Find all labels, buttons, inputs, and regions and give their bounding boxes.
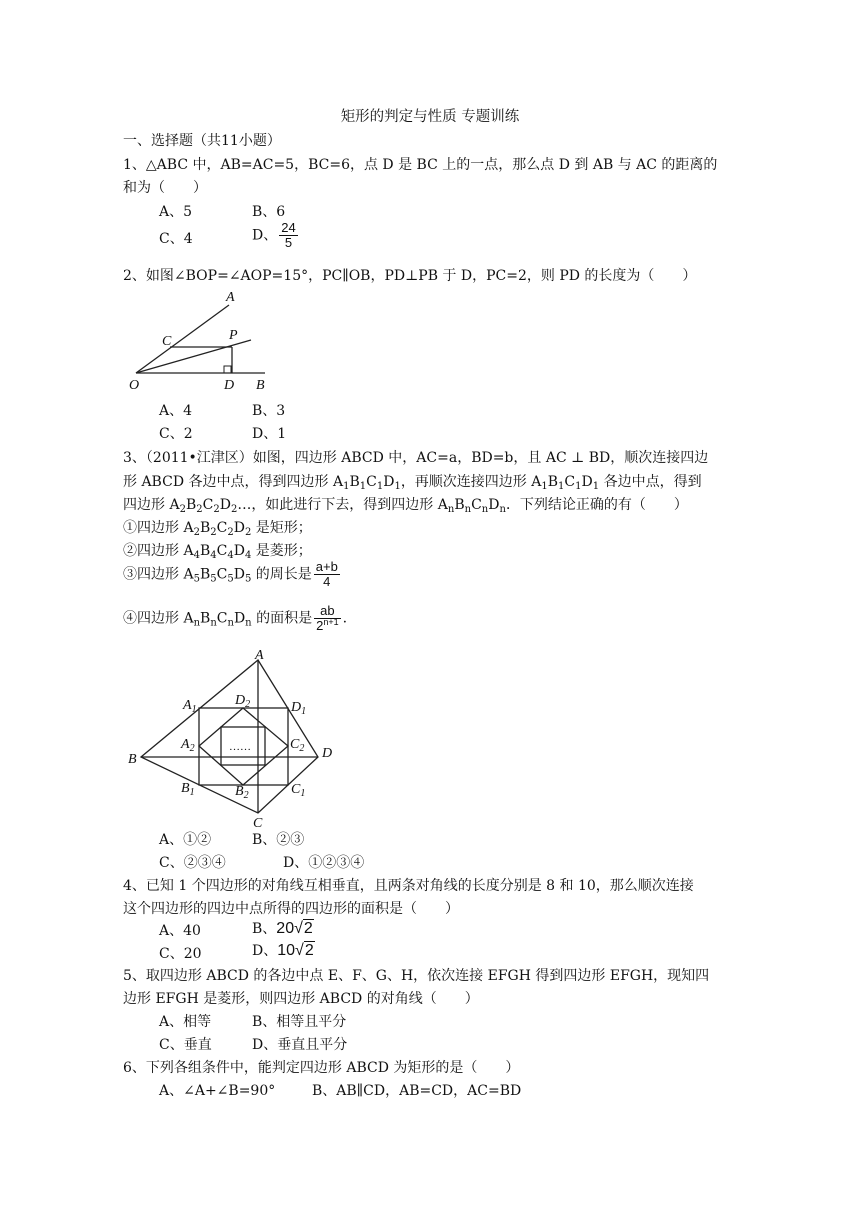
q4-option-b: B、20√2 xyxy=(252,920,313,937)
q4-option-d: D、10√2 xyxy=(252,942,314,959)
q3-stem-line1: 3、（2011•江津区）如图，四边形 ABCD 中，AC=a，BD=b，且 AC ⊥ BD，顺次连接四边 xyxy=(123,450,709,466)
q6-stem: 6、下列各组条件中，能判定四边形 ABCD 为矩形的是（ ） xyxy=(123,1060,520,1076)
q1-option-d-fraction: $\frac{24}{5}$ xyxy=(281,220,296,250)
q2-label-d: D xyxy=(224,378,235,393)
q3-fig-label-b: B xyxy=(128,752,137,767)
q2-label-o: O xyxy=(129,378,140,393)
q5-stem-line1: 5、取四边形 ABCD 的各边中点 E、F、G、H，依次连接 EFGH 得到四边形 EFGH，现知四 xyxy=(123,968,710,984)
q3-option-a: A、①② xyxy=(159,832,212,848)
q3-option-b: B、②③ xyxy=(252,832,305,848)
q3-fig-label-d1: $D_1$ xyxy=(291,700,307,717)
q5-option-a: A、相等 xyxy=(159,1014,212,1030)
q3-fig-label-a2: $A_2$ xyxy=(181,737,195,754)
q3-statement-3: ③四边形 $A_5B_5C_5D_5$ 的周长是 $\frac{a+b}{4}$ xyxy=(123,559,338,589)
q3-fig-label-c2: $C_2$ xyxy=(290,737,305,754)
section-heading: 一、选择题（共11小题） xyxy=(123,133,281,149)
q2-angle-figure xyxy=(125,285,285,397)
q3-fig-label-d2: $D_2$ xyxy=(235,693,251,710)
q2-option-c: C、2 xyxy=(159,426,193,442)
q2-option-a: A、4 xyxy=(159,403,193,419)
page-title: 矩形的判定与性质 专题训练 xyxy=(340,109,520,125)
q5-option-b: B、相等且平分 xyxy=(252,1014,347,1030)
q3-fig-label-c: C xyxy=(253,816,263,830)
q3-statement-4: ④四边形 $A_nB_nC_nD_n$ 的面积是 $\frac{ab}{2^{n+1}}$ . xyxy=(123,603,348,633)
q3-fig-label-d: D xyxy=(322,746,333,761)
q3-perimeter-fraction: $\frac{a+b}{4}$ xyxy=(315,559,338,589)
q3-statement-2: ②四边形 $A_4B_4C_4D_4$ 是菱形； xyxy=(123,543,312,561)
q3-stem-line3: 四边形 $A_2B_2C_2D_2\dots$，如此进行下去，得到四边形 $A_nB_nC_nD_n$．下列结论正确的有（ ） xyxy=(123,497,688,515)
q4-option-c: C、20 xyxy=(159,946,202,962)
q4-stem-line1: 4、已知 1 个四边形的对角线互相垂直，且两条对角线的长度分别是 8 和 10，那么顺次连接 xyxy=(123,878,694,894)
q3-fig-label-c1: $C_1$ xyxy=(291,782,306,799)
q1-stem-line1: 1、△ABC 中，AB=AC=5，BC=6，点 D 是 BC 上的一点，那么点 D 到 AB 与 AC 的距离的 xyxy=(123,157,718,173)
q3-fig-dots: …… xyxy=(229,741,251,753)
q4-stem-line2: 这个四边形的四边中点所得的四边形的面积是（ ） xyxy=(123,901,459,917)
q2-label-b: B xyxy=(256,378,265,393)
q3-option-d: D、①②③④ xyxy=(283,855,365,871)
q2-option-b: B、3 xyxy=(252,403,286,419)
q3-option-c: C、②③④ xyxy=(159,855,226,871)
q2-option-d: D、1 xyxy=(252,426,287,442)
q6-option-b: B、AB∥CD，AB=CD，AC=BD xyxy=(312,1083,522,1099)
q2-label-a: A xyxy=(226,290,235,305)
q5-option-c: C、垂直 xyxy=(159,1037,212,1053)
q1-option-a: A、5 xyxy=(159,204,193,220)
q6-option-a: A、∠A+∠B=90° xyxy=(159,1083,276,1099)
q3-stem-line2: 形 ABCD 各边中点，得到四边形 $A_1B_1C_1D_1$，再顺次连接四边形 $A_1B_1C_1D_1$ 各边中点，得到 xyxy=(123,474,702,492)
q4-option-a: A、40 xyxy=(159,923,201,939)
q3-fig-label-b2: $B_2$ xyxy=(235,784,249,801)
q3-area-fraction: $\frac{ab}{2^{n+1}}$ xyxy=(316,603,339,633)
q1-stem-line2: 和为（ ） xyxy=(123,180,207,196)
q1-option-c: C、4 xyxy=(159,231,193,247)
q3-fig-label-a1: $A_1$ xyxy=(183,698,197,715)
q3-fig-label-b1: $B_1$ xyxy=(181,781,195,798)
q3-fig-label-a: A xyxy=(255,648,264,663)
q1-option-d: D、 $\frac{24}{5}$ xyxy=(252,220,296,250)
q2-label-c: C xyxy=(162,334,172,349)
q3-quadrilateral-figure xyxy=(125,645,340,830)
q5-stem-line2: 边形 EFGH 是菱形，则四边形 ABCD 的对角线（ ） xyxy=(123,991,479,1007)
q2-label-p: P xyxy=(229,328,238,343)
q3-statement-1: ①四边形 $A_2B_2C_2D_2$ 是矩形； xyxy=(123,520,312,538)
q2-stem: 2、如图∠BOP=∠AOP=15°，PC∥OB，PD⊥PB 于 D，PC=2，则 PD 的长度为（ ） xyxy=(123,268,697,284)
q5-option-d: D、垂直且平分 xyxy=(252,1037,348,1053)
q1-option-b: B、6 xyxy=(252,204,286,220)
